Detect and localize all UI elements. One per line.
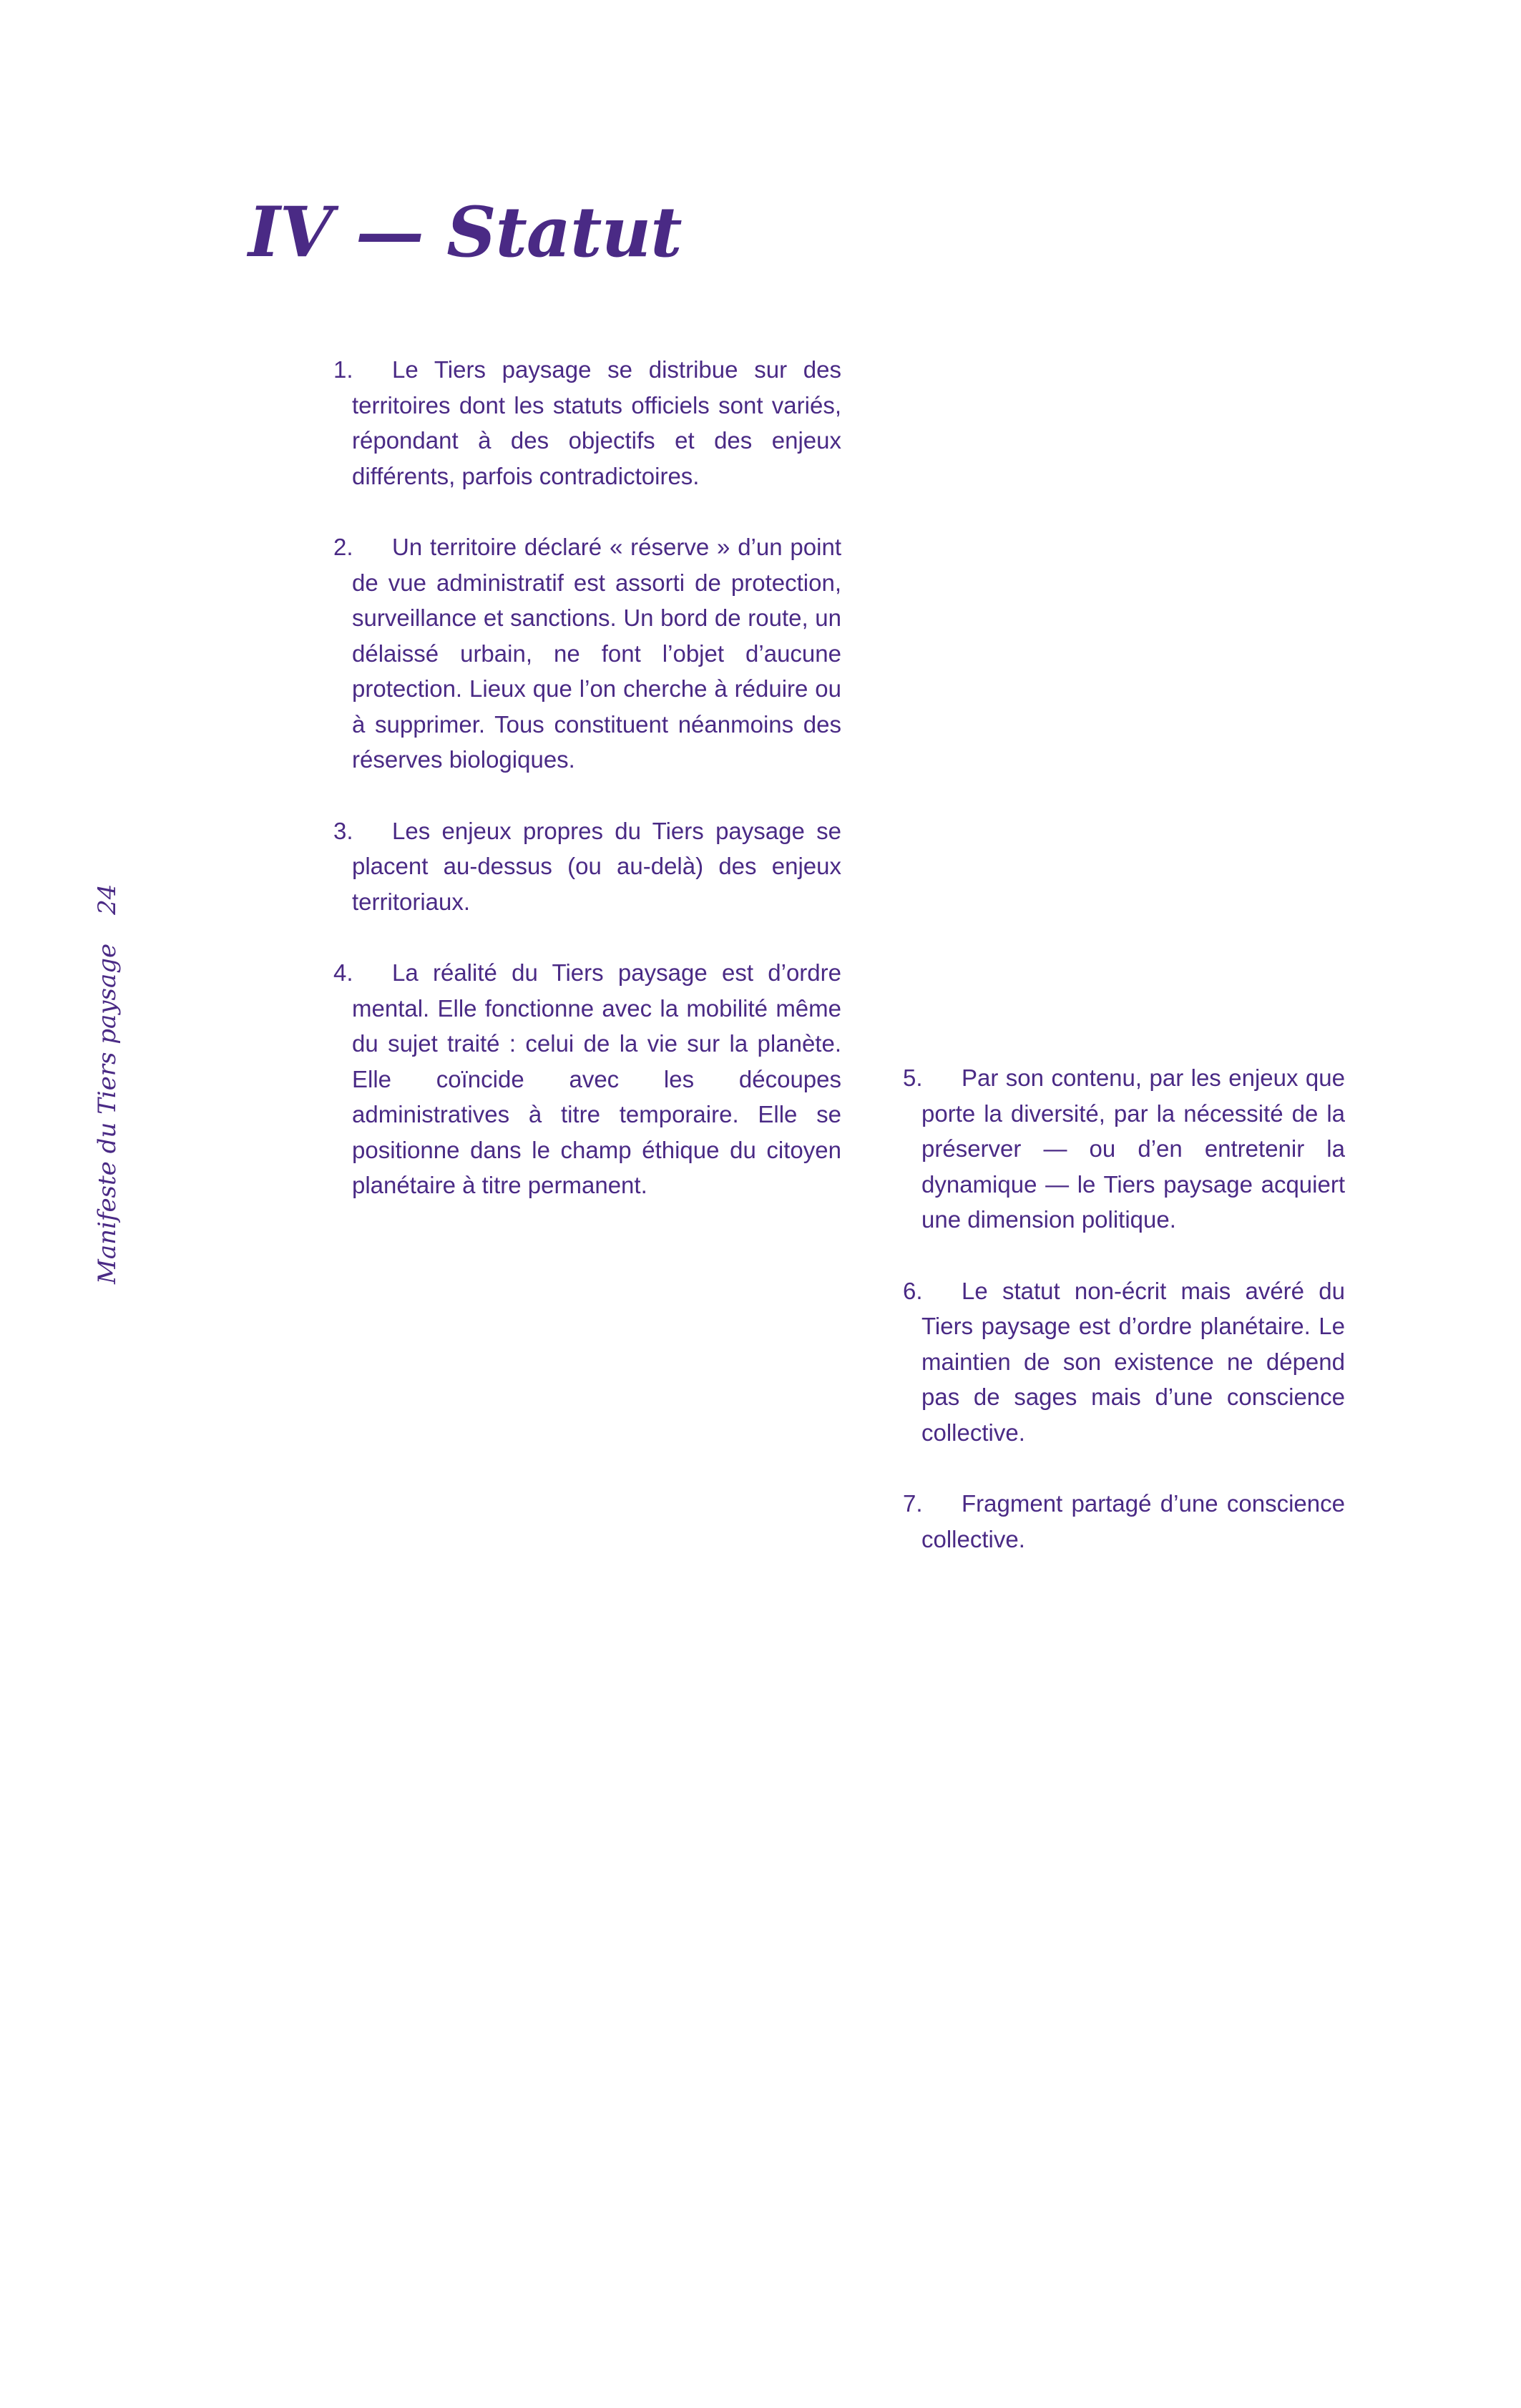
list-item: [333, 352, 841, 494]
list-item: [333, 813, 841, 920]
item-number: 7.: [903, 1490, 923, 1517]
item-text: Le statut non-écrit mais avéré du Tiers paysage est d’ordre planétaire. Le maintien de son existence ne dépend pas de sages mais d’une conscience collective.: [921, 1277, 1345, 1446]
item-number: 4.: [333, 959, 353, 986]
item-text: Par son contenu, par les enjeux que porte la diversité, par la nécessité de la préserver — ou d’en entretenir la dynamique — le Tiers paysage acquiert une dimension politique.: [921, 1064, 1345, 1233]
item-number: 5.: [903, 1064, 923, 1091]
item-number: 2.: [333, 534, 353, 560]
item-text: Les enjeux propres du Tiers paysage se placent au-dessus (ou au-delà) des enjeux territoriaux.: [352, 817, 841, 915]
list-item: [333, 529, 841, 778]
list-item: [903, 1060, 1345, 1238]
list-item: [333, 955, 841, 1203]
item-number: 3.: [333, 817, 353, 844]
list-item: [903, 1486, 1345, 1557]
running-head: [86, 855, 129, 1284]
list-item: [903, 1273, 1345, 1451]
page-title: IV — Statut: [248, 192, 682, 273]
item-text: Le Tiers paysage se distribue sur des territoires dont les statuts officiels sont variés, répondant à des objectifs et des enjeux différents, parfois contradictoires.: [352, 356, 841, 489]
right-column: [903, 1060, 1345, 1592]
page-number: 24: [93, 884, 122, 915]
item-text: La réalité du Tiers paysage est d’ordre mental. Elle fonctionne avec la mobilité même du sujet traité : celui de la vie sur la planète. Elle coïncide avec les découpes administratives à titre temporaire. Elle se positionne dans le champ éthique du citoyen planétaire à titre permanent.: [352, 959, 841, 1198]
item-number: 1.: [333, 356, 353, 383]
item-text: Un territoire déclaré « réserve » d’un point de vue administratif est assorti de protection, surveillance et sanctions. Un bord de route, un délaissé urbain, ne font l’objet d’aucune protection. Lieux que l’on cherche à réduire ou à supprimer. Tous constituent néanmoins des réserves biologiques.: [352, 534, 841, 773]
item-text: Fragment partagé d’une conscience collective.: [921, 1490, 1345, 1552]
item-number: 6.: [903, 1277, 923, 1304]
running-head-title: Manifeste du Tiers paysage: [93, 943, 122, 1284]
left-column: [333, 352, 841, 1239]
